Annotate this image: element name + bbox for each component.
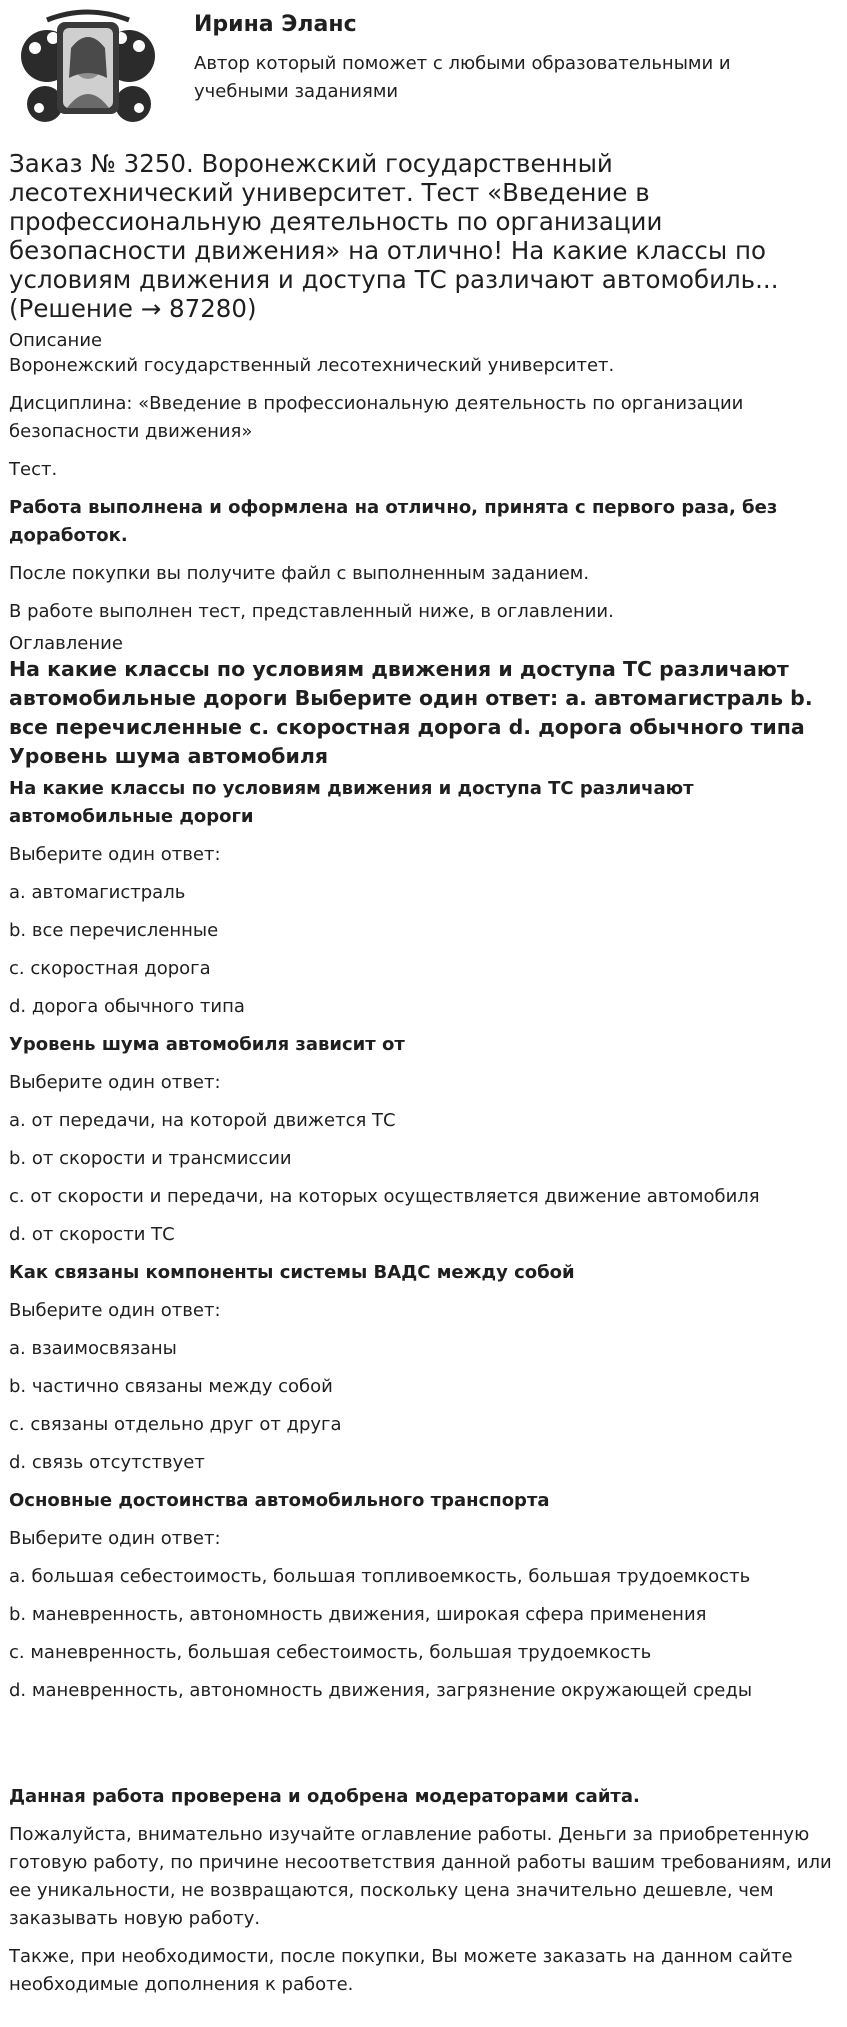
- author-name[interactable]: Ирина Эланс: [194, 12, 357, 37]
- answer-option: d. связь отсутствует: [9, 1452, 205, 1473]
- question-prompt: Выберите один ответ:: [9, 1528, 221, 1549]
- type-text: Тест.: [9, 459, 58, 480]
- answer-option: b. частично связаны между собой: [9, 1376, 333, 1397]
- question-block: [9, 1031, 838, 1249]
- question-block: [9, 775, 838, 1021]
- answer-option: c. маневренность, большая себестоимость, большая трудоемкость: [9, 1642, 652, 1663]
- question-title: Основные достоинства автомобильного транспорта: [9, 1490, 550, 1511]
- author-description: Автор который поможет с любыми образовательными и учебными заданиями: [194, 53, 731, 102]
- answer-option: a. большая себестоимость, большая топливоемкость, большая трудоемкость: [9, 1566, 751, 1587]
- question-prompt: Выберите один ответ:: [9, 844, 221, 865]
- after-purchase-text: После покупки вы получите файл с выполненным заданием.: [9, 563, 590, 584]
- refund-notice: Пожалуйста, внимательно изучайте оглавление работы. Деньги за приобретенную готовую работу, по причине несоответствия данной работы вашим требованиям, или ее уникальности, не возвращаются, поскольку цена значительно дешевле, чем заказывать новую работу.: [9, 1824, 832, 1929]
- description-label: Описание: [9, 330, 103, 351]
- toc-heading: На какие классы по условиям движения и доступа ТС различают автомобильные дороги Выберите один ответ: a. автомагистраль b. все перечисленные c. скоростная дорога d. дорога обычного типа Уровень шума автомобиля: [9, 657, 813, 768]
- page-title: Заказ № 3250. Воронежский государственный лесотехнический университет. Тест «Введение в профессиональную деятельность по организации безопасности движения» на отлично! На какие классы по условиям движения и доступа ТС различают автомобиль... (Решение → 87280): [9, 149, 779, 323]
- question-prompt: Выберите один ответ:: [9, 1072, 221, 1093]
- answer-option: c. связаны отдельно друг от друга: [9, 1414, 342, 1435]
- author-avatar[interactable]: [17, 8, 159, 126]
- toc-label: Оглавление: [9, 633, 123, 654]
- question-title: На какие классы по условиям движения и доступа ТС различают автомобильные дороги: [9, 778, 694, 827]
- answer-option: d. дорога обычного типа: [9, 996, 245, 1017]
- question-block: [9, 1259, 838, 1477]
- author-card: [9, 0, 838, 140]
- answer-option: a. от передачи, на которой движется ТС: [9, 1110, 396, 1131]
- answer-option: d. маневренность, автономность движения, загрязнение окружающей среды: [9, 1680, 753, 1701]
- question-title: Как связаны компоненты системы ВАДС между собой: [9, 1262, 575, 1283]
- quality-text: Работа выполнена и оформлена на отлично, принята с первого раза, без доработок.: [9, 497, 778, 546]
- university-text: Воронежский государственный лесотехнический университет.: [9, 355, 615, 376]
- answer-option: c. от скорости и передачи, на которых осуществляется движение автомобиля: [9, 1186, 760, 1207]
- answer-option: d. от скорости ТС: [9, 1224, 175, 1245]
- question-prompt: Выберите один ответ:: [9, 1300, 221, 1321]
- answer-option: b. маневренность, автономность движения, широкая сфера применения: [9, 1604, 707, 1625]
- approved-text: Данная работа проверена и одобрена модераторами сайта.: [9, 1786, 640, 1807]
- discipline-text: Дисциплина: «Введение в профессиональную деятельность по организации безопасности движения»: [9, 393, 744, 442]
- answer-option: a. автомагистраль: [9, 882, 186, 903]
- spacer: [9, 1705, 838, 1783]
- answer-option: b. все перечисленные: [9, 920, 219, 941]
- contents-note-text: В работе выполнен тест, представленный ниже, в оглавлении.: [9, 601, 614, 622]
- question-block: [9, 1487, 838, 1705]
- additions-text: Также, при необходимости, после покупки, Вы можете заказать на данном сайте необходимые дополнения к работе.: [9, 1946, 793, 1995]
- answer-option: b. от скорости и трансмиссии: [9, 1148, 292, 1169]
- answer-option: c. скоростная дорога: [9, 958, 211, 979]
- answer-option: a. взаимосвязаны: [9, 1338, 177, 1359]
- question-title: Уровень шума автомобиля зависит от: [9, 1034, 405, 1055]
